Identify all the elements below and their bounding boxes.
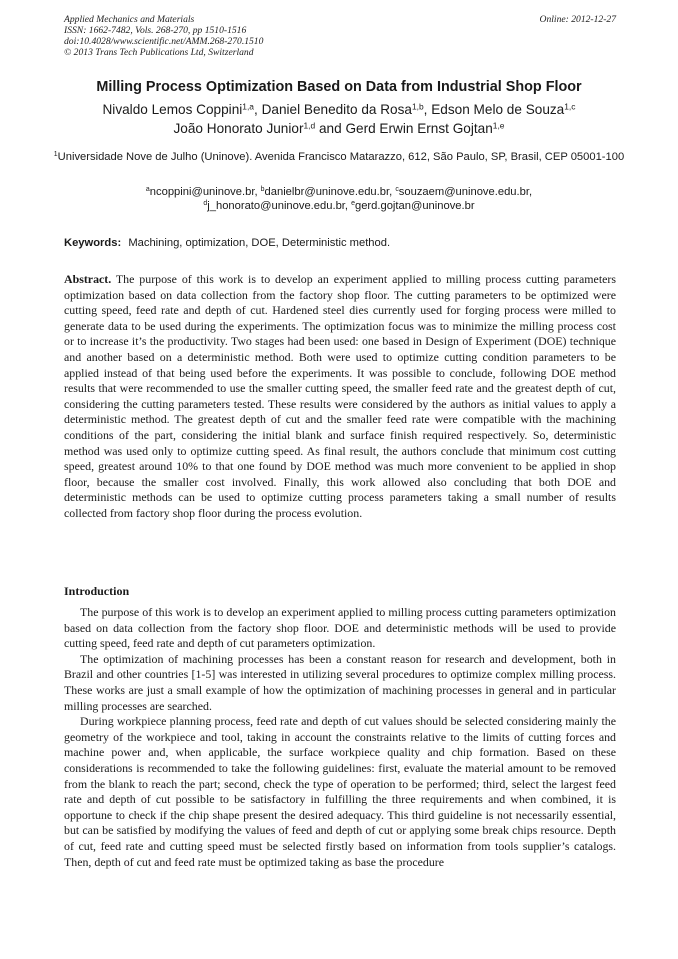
email-mark: b <box>260 186 265 194</box>
online-date: Online: 2012-12-27 <box>539 14 616 25</box>
author-name: João Honorato Junior <box>173 121 304 136</box>
affiliation <box>50 150 628 164</box>
keywords-text: Machining, optimization, DOE, Deterministic method. <box>128 237 391 249</box>
abstract-label: Abstract. <box>64 272 112 286</box>
abstract-text: The purpose of this work is to develop an experiment applied to milling process cutting parameters optimization based on data collection from the factory shop floor. The cutting parameters to be optimized were cutting speed, feed rate and depth of cut. Hardened steel dies currently used for forging process were milled to generate data to be used during the experiments. The optimization focus was to minimize the milling process cost or to increase it’s the productivity. Two stages had been used: one based in Design of Experiment (DOE) technique and another based on a deterministic method. Both were used to optimize cutting condition parameters to be applied instead of that being used before the experiments. It was possible to conclude, following DOE method results that were recommended to use the smaller cutting speed, the smaller feed rate and the greatest depth of cut, considering the cutting parameters tested. These results were considered by the authors as initial values to apply a deterministic method. The greatest depth of cut and the smaller feed rate were compatible with the machining conditions of the part, considering the initial blank and surface finish required respectively. So, deterministic method was used only to optimize cutting speed. As final result, the authors conclude that minimum cost cutting speed, greatest around 10% to that one found by DOE method was much more convenient to be applied in shop floor, because the smaller cost involved. Finally, this work allowed also concluding that both DOE and deterministic methods can be used to optimize cutting process parameters taking a small number of results collected from factory shop floor during the process evolution. <box>64 272 616 520</box>
paragraph: The purpose of this work is to develop an experiment applied to milling process cutting parameters optimization based on data collection from the factory shop floor. DOE and deterministic methods will be used to provide cutting speed, feed rate and depth of cut parameters optimization. <box>64 605 616 651</box>
author-affiliation-mark: 1,a <box>242 101 254 112</box>
journal-header <box>64 14 616 58</box>
author-name: Nivaldo Lemos Coppini <box>102 102 243 117</box>
journal-name: Applied Mechanics and Materials <box>64 14 195 25</box>
author-list: Nivaldo Lemos Coppini$^{1,a}$, Daniel Benedito da Rosa$^{1,b}$, Edson Melo de Souza$^{1,c}$ João Honorato Junior$^{1,d}$ and Gerd Erwin Ernst Gojtan$^{1,e}$ <box>102 101 576 136</box>
paragraph: During workpiece planning process, feed rate and depth of cut values should be selected considering mainly the geometry of the workpiece and tool, taking in account the constraints relative to the limits of cutting forces and machine power and, when applicable, the surface workpiece quality and chip formation. Based on these considerations is recommended to take the following guidelines: first, evaluate the material amount to be removed from the blank to reach the part; second, check the type of operation to be performed; third, select the largest feed rate and depth of cut possible to be satisfactory in fulfilling the three requirements and when combined, it is opportune to check if the chip shape present the desired adequacy. This third guideline is not necessarily essential, but can be satisfied by modifying the values of feed and depth of cut or applying some break chips resource. Depth of cut, feed rate and cutting speed must be selected firstly based on information from tools supplier’s catalogs. Then, depth of cut and feed rate must be optimized taking as base the procedure <box>64 714 616 869</box>
journal-doi: doi:10.4028/www.scientific.net/AMM.268-270.1510 <box>64 36 264 47</box>
keywords-label: Keywords: <box>64 237 122 249</box>
journal-copyright: © 2013 Trans Tech Publications Ltd, Switzerland <box>64 47 254 58</box>
author-name: Gerd Erwin Ernst Gojtan <box>345 121 493 136</box>
author-name: Edson Melo de Souza <box>431 102 565 117</box>
author-affiliation-mark: 1,c <box>564 101 576 112</box>
email-address[interactable]: souzaem@uninove.edu.br, <box>398 186 533 198</box>
journal-issn: ISSN: 1662-7482, Vols. 268-270, pp 1510-1516 <box>64 25 247 36</box>
author-affiliation-mark: 1,d <box>303 120 316 131</box>
author-name: Daniel Benedito da Rosa <box>261 102 412 117</box>
email-mark: a <box>145 186 150 194</box>
email-mark: d <box>203 200 208 208</box>
email-mark: e <box>351 200 355 208</box>
email-address[interactable]: ncoppini@uninove.br, <box>149 186 258 198</box>
author-emails <box>50 185 628 213</box>
author-affiliation-mark: 1,e <box>492 120 505 131</box>
email-address[interactable]: gerd.gojtan@uninove.br <box>354 200 475 212</box>
paper-title: Milling Process Optimization Based on Data from Industrial Shop Floor <box>96 79 582 95</box>
affiliation-mark: 1 <box>53 151 58 159</box>
introduction-body <box>64 605 616 870</box>
author-conjunction: and <box>315 121 346 136</box>
affiliation-text: Universidade Nove de Julho (Uninove). Avenida Francisco Matarazzo, 612, São Paulo, SP, Brasil, CEP 05001-100 <box>57 151 625 163</box>
keywords <box>64 236 616 250</box>
email-address[interactable]: danielbr@uninove.edu.br, <box>264 186 393 198</box>
email-address[interactable]: j_honorato@uninove.edu.br, <box>207 200 349 212</box>
section-heading-introduction: Introduction <box>64 584 130 598</box>
paragraph: The optimization of machining processes has been a constant reason for research and development, both in Brazil and other countries [1-5] was interested in utilizing several procedures to optimize complex milling process. These works are just a small example of how the optimization of machining processes in general and in particular milling processes are searched. <box>64 651 616 713</box>
email-mark: c <box>395 186 399 194</box>
author-affiliation-mark: 1,b <box>411 101 424 112</box>
abstract <box>64 272 616 522</box>
